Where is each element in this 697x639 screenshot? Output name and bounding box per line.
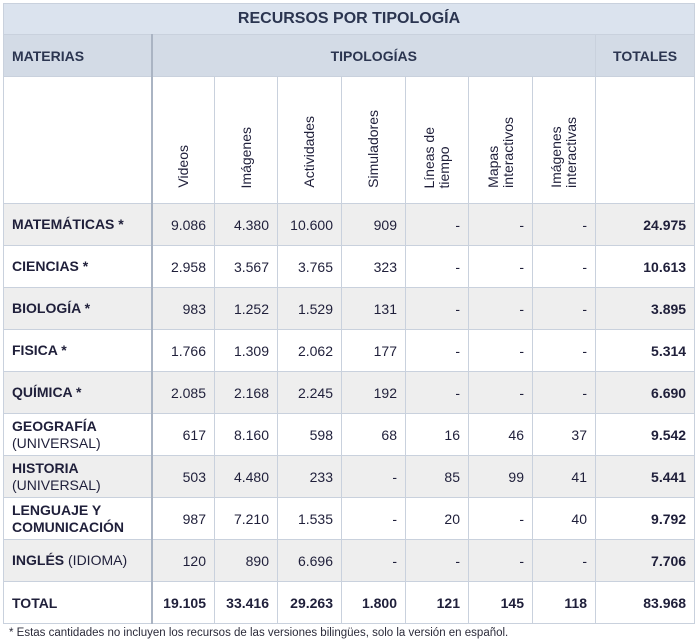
value-cell: - bbox=[342, 498, 406, 540]
value-cell: - bbox=[533, 372, 596, 414]
value-cell: - bbox=[469, 372, 533, 414]
value-cell: 2.245 bbox=[278, 372, 342, 414]
value-cell: - bbox=[406, 372, 469, 414]
type-header-label: Videos bbox=[174, 145, 191, 188]
value-cell: 1.535 bbox=[278, 498, 342, 540]
value-cell: - bbox=[533, 204, 596, 246]
value-cell: 1.309 bbox=[215, 330, 278, 372]
header-tipologias: TIPOLOGÍAS bbox=[152, 35, 596, 77]
value-cell: - bbox=[406, 204, 469, 246]
subject-name: MATEMÁTICAS * bbox=[12, 216, 124, 232]
value-cell: - bbox=[406, 246, 469, 288]
type-header-label: Imágenes interactivas bbox=[548, 117, 579, 188]
footnote: * Estas cantidades no incluyen los recursos de las versiones bilingües, solo la versión en español. bbox=[9, 627, 509, 639]
grand-total-value: 29.263 bbox=[278, 582, 342, 624]
value-cell: - bbox=[406, 288, 469, 330]
value-cell: 1.252 bbox=[215, 288, 278, 330]
subject-name: CIENCIAS * bbox=[12, 258, 89, 274]
value-cell: - bbox=[533, 246, 596, 288]
value-cell: 503 bbox=[152, 456, 215, 498]
type-header bbox=[469, 77, 533, 204]
value-cell: 20 bbox=[406, 498, 469, 540]
grand-total-value: 33.416 bbox=[215, 582, 278, 624]
value-cell: 68 bbox=[342, 414, 406, 456]
subject-cell bbox=[4, 204, 152, 246]
subject-cell bbox=[4, 540, 152, 582]
subject-qualifier: (UNIVERSAL) bbox=[12, 476, 101, 493]
value-cell: 8.160 bbox=[215, 414, 278, 456]
value-cell: 323 bbox=[342, 246, 406, 288]
value-cell: - bbox=[533, 330, 596, 372]
value-cell: 4.380 bbox=[215, 204, 278, 246]
value-cell: - bbox=[469, 498, 533, 540]
subject-name: GEOGRAFÍA bbox=[12, 417, 97, 434]
type-header bbox=[152, 77, 215, 204]
subject-name: LENGUAJE Y COMUNICACIÓN bbox=[12, 501, 124, 535]
type-header-label: Líneas de tiempo bbox=[421, 126, 452, 188]
value-cell: 3.765 bbox=[278, 246, 342, 288]
subject-cell bbox=[4, 330, 152, 372]
value-cell: 1.529 bbox=[278, 288, 342, 330]
value-cell: 3.567 bbox=[215, 246, 278, 288]
value-cell: 41 bbox=[533, 456, 596, 498]
value-cell: - bbox=[469, 204, 533, 246]
value-cell: 6.696 bbox=[278, 540, 342, 582]
table-row bbox=[4, 372, 695, 414]
table-title: RECURSOS POR TIPOLOGÍA bbox=[4, 4, 695, 35]
row-total-cell: 5.441 bbox=[596, 456, 695, 498]
subject-name: BIOLOGÍA * bbox=[12, 300, 91, 316]
value-cell: - bbox=[342, 456, 406, 498]
subject-name: HISTORIA bbox=[12, 459, 79, 476]
value-cell: 177 bbox=[342, 330, 406, 372]
value-cell: 2.958 bbox=[152, 246, 215, 288]
row-total-cell: 24.975 bbox=[596, 204, 695, 246]
table-row bbox=[4, 288, 695, 330]
table-row bbox=[4, 540, 695, 582]
value-cell: 2.062 bbox=[278, 330, 342, 372]
grand-total-value: 118 bbox=[533, 582, 596, 624]
value-cell: 598 bbox=[278, 414, 342, 456]
value-cell: 7.210 bbox=[215, 498, 278, 540]
value-cell: 99 bbox=[469, 456, 533, 498]
value-cell: 909 bbox=[342, 204, 406, 246]
row-total-cell: 6.690 bbox=[596, 372, 695, 414]
subject-cell bbox=[4, 498, 152, 540]
row-total-cell: 7.706 bbox=[596, 540, 695, 582]
subject-cell bbox=[4, 456, 152, 498]
empty-subheader bbox=[4, 77, 152, 204]
header-totales: TOTALES bbox=[596, 35, 695, 77]
value-cell: 16 bbox=[406, 414, 469, 456]
value-cell: 37 bbox=[533, 414, 596, 456]
value-cell: 4.480 bbox=[215, 456, 278, 498]
value-cell: 46 bbox=[469, 414, 533, 456]
subject-cell bbox=[4, 246, 152, 288]
value-cell: 10.600 bbox=[278, 204, 342, 246]
row-total-cell: 3.895 bbox=[596, 288, 695, 330]
subject-cell bbox=[4, 372, 152, 414]
value-cell: - bbox=[406, 540, 469, 582]
grand-total: 83.968 bbox=[596, 582, 695, 624]
value-cell: 120 bbox=[152, 540, 215, 582]
type-header-label: Actividades bbox=[301, 116, 317, 188]
value-cell: - bbox=[342, 540, 406, 582]
type-header bbox=[406, 77, 469, 204]
value-cell: 2.168 bbox=[215, 372, 278, 414]
grand-total-value: 121 bbox=[406, 582, 469, 624]
value-cell: 192 bbox=[342, 372, 406, 414]
value-cell: - bbox=[469, 330, 533, 372]
type-header bbox=[278, 77, 342, 204]
subject-cell bbox=[4, 288, 152, 330]
subject-name: FISICA * bbox=[12, 342, 67, 358]
table-row bbox=[4, 414, 695, 456]
row-total-cell: 9.542 bbox=[596, 414, 695, 456]
value-cell: - bbox=[469, 540, 533, 582]
table-row bbox=[4, 330, 695, 372]
value-cell: - bbox=[533, 540, 596, 582]
value-cell: - bbox=[469, 246, 533, 288]
type-header-label: Imágenes bbox=[237, 126, 254, 188]
grand-total-value: 19.105 bbox=[152, 582, 215, 624]
table-row bbox=[4, 246, 695, 288]
value-cell: 40 bbox=[533, 498, 596, 540]
value-cell: 131 bbox=[342, 288, 406, 330]
subject-name: INGLÉS bbox=[12, 552, 65, 568]
grand-total-value: 1.800 bbox=[342, 582, 406, 624]
value-cell: - bbox=[406, 330, 469, 372]
value-cell: 233 bbox=[278, 456, 342, 498]
table-row bbox=[4, 456, 695, 498]
type-header bbox=[215, 77, 278, 204]
grand-total-value: 145 bbox=[469, 582, 533, 624]
value-cell: 983 bbox=[152, 288, 215, 330]
type-header bbox=[342, 77, 406, 204]
value-cell: 617 bbox=[152, 414, 215, 456]
value-cell: 1.766 bbox=[152, 330, 215, 372]
type-header-label: Mapas interactivos bbox=[484, 117, 516, 188]
resources-table bbox=[3, 3, 695, 624]
row-total-cell: 5.314 bbox=[596, 330, 695, 372]
subject-qualifier: (IDIOMA) bbox=[68, 552, 128, 568]
type-header bbox=[533, 77, 596, 204]
empty-subheader bbox=[596, 77, 695, 204]
value-cell: 9.086 bbox=[152, 204, 215, 246]
total-label: TOTAL bbox=[4, 582, 152, 624]
table-row bbox=[4, 498, 695, 540]
type-header-label: Simuladores bbox=[365, 110, 381, 188]
subject-name: QUÍMICA * bbox=[12, 384, 82, 400]
value-cell: - bbox=[469, 288, 533, 330]
value-cell: - bbox=[533, 288, 596, 330]
value-cell: 85 bbox=[406, 456, 469, 498]
subject-cell bbox=[4, 414, 152, 456]
header-materias: MATERIAS bbox=[4, 35, 152, 77]
value-cell: 987 bbox=[152, 498, 215, 540]
subject-qualifier: (UNIVERSAL) bbox=[12, 434, 101, 451]
table-row bbox=[4, 204, 695, 246]
row-total-cell: 9.792 bbox=[596, 498, 695, 540]
value-cell: 2.085 bbox=[152, 372, 215, 414]
value-cell: 890 bbox=[215, 540, 278, 582]
row-total-cell: 10.613 bbox=[596, 246, 695, 288]
